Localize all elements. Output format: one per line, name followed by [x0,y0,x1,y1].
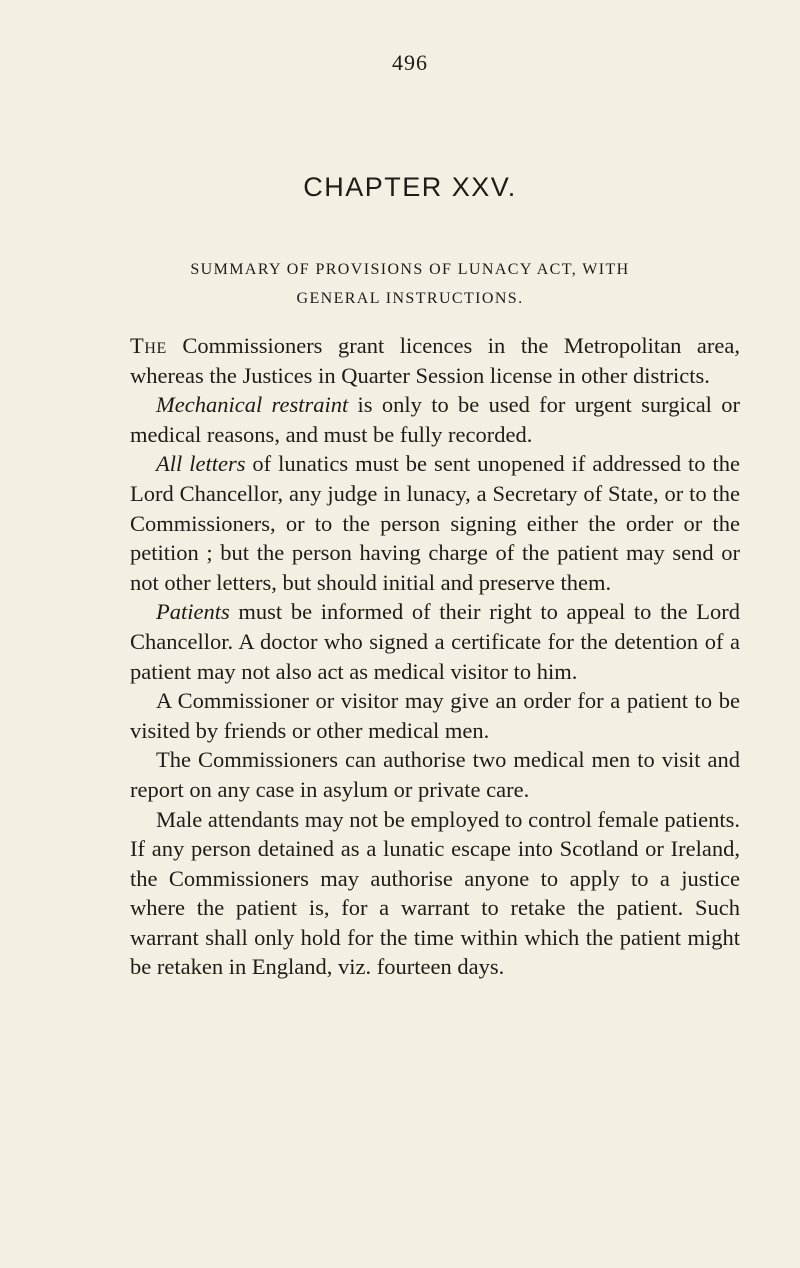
paragraph [130,449,740,597]
chapter-body [130,331,740,982]
paragraph-text: Commissioners grant licences in the Metropolitan area, whereas the Justices in Quarter Session license in other districts. [130,333,740,388]
paragraph-text: is only to be used for urgent surgical or medical reasons, and must be fully recorded. [130,392,741,447]
paragraph [130,745,740,804]
paragraph [130,390,740,449]
paragraph-text: of lunatics must be sent unopened if addressed to the Lord Chancellor, any judge in lunacy, a Secretary of State, or to the Commissioners, or to the person signing either the order or the petition ; but the person having charge of the patient may send or not other letters, but should initial and preserve them. [130,451,740,595]
paragraph [130,805,740,983]
paragraph-text: must be informed of their right to appeal to the Lord Chancellor. A doctor who signed a certificate for the detention of a patient may not also act as medical visitor to him. [130,599,740,684]
paragraph-text: A Commissioner or visitor may give an order for a patient to be visited by friends or other medical men. [130,688,740,743]
chapter-summary [130,255,690,313]
paragraph-text: The Commissioners can authorise two medical men to visit and report on any case in asylum or private care. [130,747,740,802]
paragraph [130,686,740,745]
paragraph-lead: All letters [156,451,246,477]
summary-line: SUMMARY OF PROVISIONS OF LUNACY ACT, WITH [190,261,630,278]
page-number: 496 [392,50,428,75]
paragraph-lead: Patients [156,599,230,625]
book-page [130,0,740,1268]
chapter-title: CHAPTER XXV. [303,172,517,202]
paragraph-lead: Mechanical restraint [156,392,349,418]
paragraph-lead: The [130,333,167,358]
paragraph [130,331,740,390]
paragraph [130,597,740,686]
summary-line: GENERAL INSTRUCTIONS. [296,290,524,307]
paragraph-text: Male attendants may not be employed to control female patients. If any person detained as a lunatic escape into Scotland or Ireland, the Commissioners may authorise anyone to apply to a justice where the patient is, for a warrant to retake the patient. Such warrant shall only hold for the time within which the patient might be retaken in England, viz. fourteen days. [130,806,740,980]
